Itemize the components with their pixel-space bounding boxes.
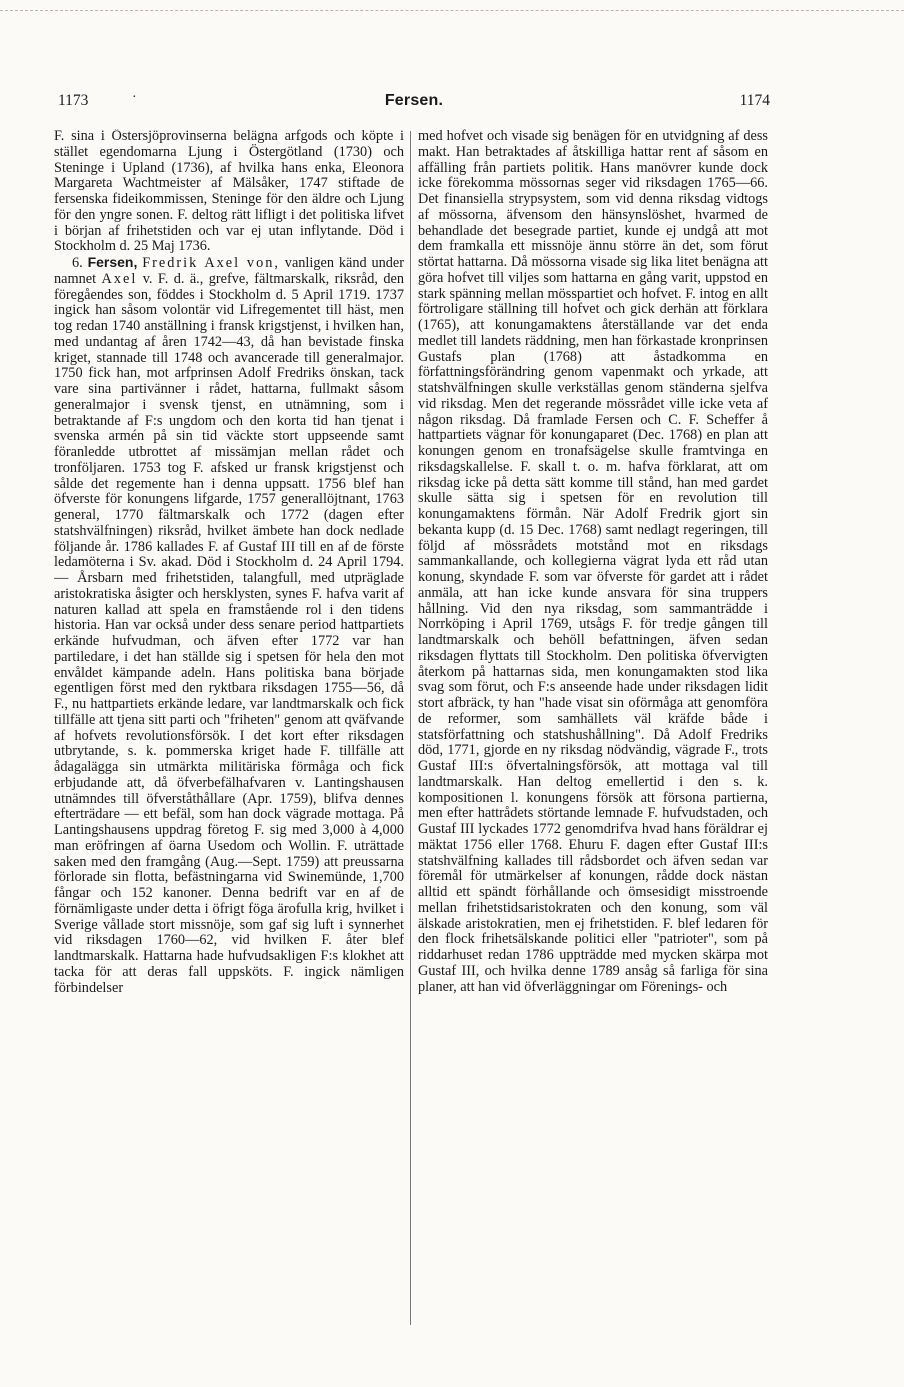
entry-given-names: Fredrik Axel von,: [142, 255, 280, 271]
page-title: Fersen.: [384, 92, 444, 109]
right-page-number: 1174: [739, 92, 770, 109]
page-header: [58, 92, 770, 114]
entry-fredrik-axel: [54, 255, 404, 996]
entry-text-b: v. F. d. ä., grefve, fältmarskalk, riksråd, den föregåendes son, föddes i Stockholm d. 5 April 1719. 1737 ingick han såsom volontär vid Lifregementet till häst, men tog redan 1740 anställning i fransk krigstjenst, i hvilken han, med undantag af åren 1742—43, då han bevistade finska kriget, stannade till 1748 och avancerade till generalmajor. 1750 fick han, mot arfprinsen Adolf Fredriks önskan, tack vare sina partivänner i rådet, hattarna, fullmakt såsom generalmajor i svensk tjenst, en utnämning, som i betraktande af F:s ungdom och den korta tid han tjenat i svenska armén på sin tid väckte stort uppseende samt föranledde utbrottet af missämjan mellan rådet och tronföljaren. 1753 tog F. afsked ur fransk krigstjenst och sålde det regemente han i denna uppsatt. 1756 blef han öfverste för konungens lifgarde, 1757 generallöjtnant, 1763 general, 1770 fältmarskalk och 1772 (dagen efter statshvälfningen) riksråd, hvilket ämbete han dock nedlade följande år. 1786 kallades F. af Gustaf III till en af de förste ledamöterna i Sv. akad. Död i Stockholm d. 24 April 1794. — Årsbarn med frihetstiden, talangfull, med utpräglade aristokratiska åsigter och hersklysten, synes F. hafva varit af naturen kallad att spela en framstående rol i den tidens historia. Han var också under dess senare period hattpartiets erkände hufvudman, och äfven efter 1772 var han partiledare, i det han ställde sig i spetsen för hela den mot envåldet kämpande adeln. Hans politiska bana började egentligen först med den ryktbara riksdagen 1755—56, då F., nu hattpartiets erkände ledare, var landtmarskalk och fick tillfälle att tjena sitt parti och "friheten" genom att qväfvande af hofvets revolutionsförsök. I det kort efter riksdagen utbrytande, s. k. pommerska kriget hade F. tillfälle att ådagalägga sin utmärkta militäriska förmåga och fick erbjudande att, då öfverbefälhafvaren v. Lantingshausen utnämndes till öfverståthållare (Apr. 1759), blifva dennes efterträdare — ett befäl, som han dock vägrade mottaga. På Lantingshausens uppdrag företog F. sig med 3,000 à 4,000 man eröfringen af öarna Usedom och Wollin. F. uträttade saken med den framgång (Aug.—Sept. 1759) att preussarna förlorade sin flotta, befästningarna vid Swinemünde, 1,700 fångar och 152 kanoner. Denna bedrift var en af de förnämligaste under detta i öfrigt föga ärofulla krig, hvilket i Sverige vållade stort missnöje, som gaf sig luft i synnerhet vid riksdagen 1760—62, vid hvilken F. åter blef landtmarskalk. Hattarna hade hufvudsakligen F:s klokhet att tacka för att deras fall uppsköts. F. ingick nämligen förbindelser: [54, 270, 404, 996]
column-divider: [410, 131, 411, 1325]
paragraph-right: med hofvet och visade sig benägen för en utvidgning af dess makt. Han betraktades af åtskilliga hattar rent af såsom en affälling från partiets politik. Hans manövrer kunde dock icke förekomma mössornas seger vid riksdagen 1765—66. Det finansiella strypsystem, som vid denna riksdag vidtogs af mössorna, äfvensom den hänsynslöshet, hvarmed de behandlade det besegrade partiet, kunde ej undgå att mot dem framkalla ett missnöje ännu större än det, som förut störtat hattarna. Då mössorna visade sig lika litet benägna att göra hofvet till viljes som hattarna en gång varit, uppstod en stark spänning mellan mösspartiet och hofvet. F. intog en allt förtroligare ställning till hofvet och gick derhän att förklara (1765), att konungamaktens återställande var det enda medlet till landets räddning, men han förkastade kronprinsen Gustafs plan (1768) att åstadkomma en författningsförändring genom vapenmakt och yrkade, att statshvälfningen skulle verkställas genom ständerna sjelfva vid riksdag. Men det regerande mössrådet ville icke veta af någon riksdag. Då framlade Fersen och C. F. Scheffer å hattpartiets vägnar för konungaparet (Dec. 1768) en plan att konungen genom en tronafsägelse skulle framtvinga en riksdagskallelse. F. skall t. o. m. hafva förklarat, att om riksdag icke på detta sätt komme till stånd, han med gardet skulle sätta sig i spetsen för en revolution till konungamaktens förmån. När Adolf Fredrik gjort sin bekanta kupp (d. 15 Dec. 1768) samt nedlagt regeringen, till följd af mössrådets motstånd mot en riksdags sammankallande, och kollegierna vägrat lyda ett råd utan konung, skyndade F. som var öfverste för gardet att i rådet anmäla, att han icke kunde ansvara för sina truppers hållning. Vid den nya riksdag, som sammanträdde i Norrköping i April 1769, utsågs F. för tredje gången till landtmarskalk och behöll befattningen, äfven sedan riksdagen flyttats till Stockholm. Den politiska öfvervigten återkom på hattarnas sida, men konungamakten stod lika svag som förut, och F:s anseende hade under riksdagen lidit stort afbräck, ty han "hade visat sin oförmåga att genomföra de reformer, som samhällets väl kräfde både i statsförfattning och statshushållning". Då Adolf Fredriks död, 1771, gjorde en ny riksdag nödvändig, vägrade F., trots Gustaf III:s öfvertalningsförsök, att mottaga val till landtmarskalk. Han deltog emellertid i den s. k. kompositionen l. konungens försök att försona partierna, men efter hattrådets störtande lemnade F. hufvudstaden, och Gustaf III lyckades 1772 genomdrifva hvad hans föräldrar ej mäktat 1756 eller 1768. Ehuru F. dagen efter Gustaf III:s statshvälfning kallades till rådsbordet och äfven sedan var föremål för utmärkelser af konungen, rådde dock nästan alltid ett spändt förhållande och ömsesidigt misstroende mellan frihetstidsaristokraten och den konung, som väl älskade aristokratien, men ej frihetstiden. F. blef ledaren för den flock frihetsälskande politici eller "patrioter", som på riddarhuset redan 1786 uppträdde med mycken skärpa mot Gustaf III, och hvilka denne 1789 ansåg så farliga för sina planer, att han vid öfverläggningar om Förenings- och: [418, 129, 768, 995]
entry-name: Fersen,: [87, 254, 138, 270]
left-column: [54, 129, 404, 1325]
entry-number: 6.: [72, 255, 83, 271]
left-page-number: 1173: [58, 92, 89, 109]
paragraph-continued: F. sina i Östersjöprovinserna belägna arfgods och köpte i stället egendomarna Ljung i Östergötland (1730) och Steninge i Upland (1736), af hvilka hans enka, Eleonora Margareta Wachtmeister af Mälsåker, 1747 stiftade de fersenska fideikommissen, Steninge för den äldre och Ljung för den yngre sonen. F. deltog rätt lifligt i det politiska lifvet i början af frihetstiden och var ej utan inflytande. Död i Stockholm d. 25 Maj 1736.: [54, 129, 404, 255]
scan-edge-line: [0, 10, 904, 11]
entry-spaced-name: Axel: [101, 270, 138, 287]
entry-text-a: vanligen känd under namnet: [54, 255, 404, 287]
stray-mark: ·: [132, 90, 137, 105]
right-column: [418, 129, 768, 1325]
